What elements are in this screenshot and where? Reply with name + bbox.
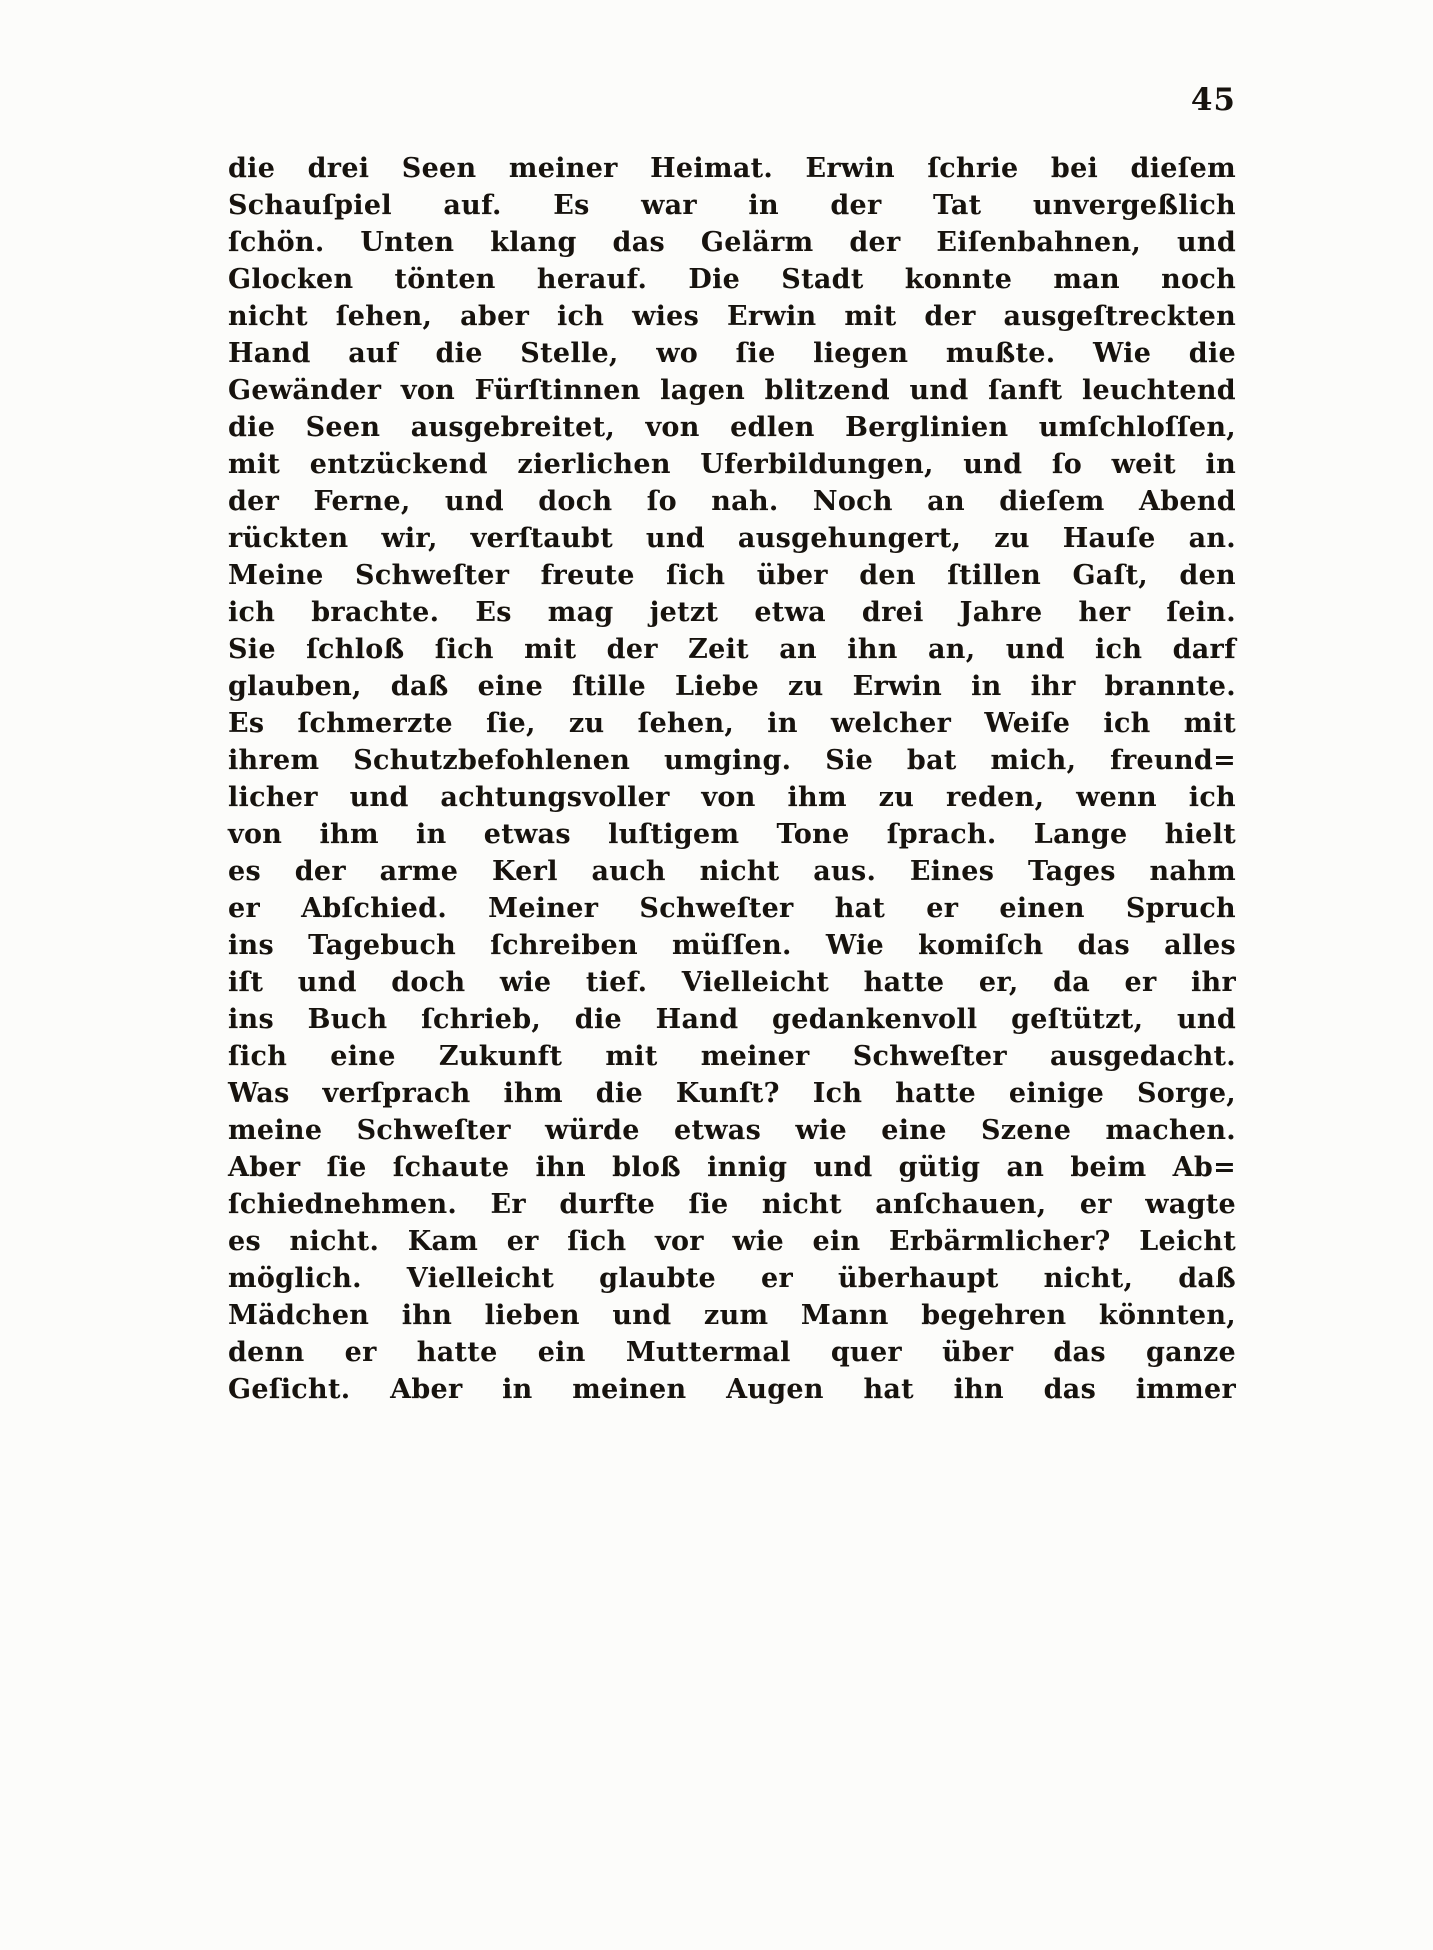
text-line: die Seen ausgebreitet, von edlen Berglinien umſchloſſen,	[228, 412, 1236, 443]
text-line: ſich eine Zukunft mit meiner Schweſter ausgedacht.	[228, 1041, 1236, 1072]
text-line: mit entzückend zierlichen Uferbildungen, und ſo weit in	[228, 449, 1236, 480]
text-line: ins Buch ſchrieb, die Hand gedankenvoll geſtützt, und	[228, 1004, 1236, 1035]
text-line: ich brachte. Es mag jetzt etwa drei Jahre her ſein.	[228, 597, 1236, 628]
text-line: ſchön. Unten klang das Gelärm der Eiſenbahnen, und	[228, 227, 1236, 258]
text-line: er Abſchied. Meiner Schweſter hat er einen Spruch	[228, 893, 1236, 924]
text-line: Mädchen ihn lieben und zum Mann begehren könnten,	[228, 1300, 1236, 1331]
text-line: meine Schweſter würde etwas wie eine Szene machen.	[228, 1115, 1236, 1146]
text-line: Hand auf die Stelle, wo ſie liegen mußte. Wie die	[228, 338, 1236, 369]
text-line: ſchiednehmen. Er durfte ſie nicht anſchauen, er wagte	[228, 1189, 1236, 1220]
text-line: Aber ſie ſchaute ihn bloß innig und gütig an beim Ab=	[228, 1152, 1236, 1183]
text-line: Glocken tönten herauf. Die Stadt konnte man noch	[228, 264, 1236, 295]
body-text-block	[228, 150, 1236, 1408]
text-line: ins Tagebuch ſchreiben müſſen. Wie komiſch das alles	[228, 930, 1236, 961]
text-line: es nicht. Kam er ſich vor wie ein Erbärmlicher? Leicht	[228, 1226, 1236, 1257]
text-line: der Ferne, und doch ſo nah. Noch an dieſem Abend	[228, 486, 1236, 517]
text-line: iſt und doch wie tief. Vielleicht hatte er, da er ihr	[228, 967, 1236, 998]
page-number: 45	[1190, 82, 1236, 118]
text-line: Sie ſchloß ſich mit der Zeit an ihn an, und ich darf	[228, 634, 1236, 665]
text-line: denn er hatte ein Muttermal quer über das ganze	[228, 1337, 1236, 1368]
text-line: Es ſchmerzte ſie, zu ſehen, in welcher Weiſe ich mit	[228, 708, 1236, 739]
text-line: die drei Seen meiner Heimat. Erwin ſchrie bei dieſem	[228, 153, 1236, 184]
text-line: es der arme Kerl auch nicht aus. Eines Tages nahm	[228, 856, 1236, 887]
text-line: rückten wir, verſtaubt und ausgehungert, zu Hauſe an.	[228, 523, 1236, 554]
text-line: ihrem Schutzbefohlenen umging. Sie bat mich, freund=	[228, 745, 1236, 776]
text-line: Was verſprach ihm die Kunſt? Ich hatte einige Sorge,	[228, 1078, 1236, 1109]
text-line: Gewänder von Fürſtinnen lagen blitzend und ſanft leuchtend	[228, 375, 1236, 406]
text-line: möglich. Vielleicht glaubte er überhaupt nicht, daß	[228, 1263, 1236, 1294]
text-line: glauben, daß eine ſtille Liebe zu Erwin in ihr brannte.	[228, 671, 1236, 702]
text-line: Schauſpiel auf. Es war in der Tat unvergeßlich	[228, 190, 1236, 221]
text-line: von ihm in etwas luſtigem Tone ſprach. Lange hielt	[228, 819, 1236, 850]
text-line: Geſicht. Aber in meinen Augen hat ihn das immer	[228, 1374, 1236, 1405]
text-line: Meine Schweſter freute ſich über den ſtillen Gaſt, den	[228, 560, 1236, 591]
text-line: licher und achtungsvoller von ihm zu reden, wenn ich	[228, 782, 1236, 813]
text-line: nicht ſehen, aber ich wies Erwin mit der ausgeſtreckten	[228, 301, 1236, 332]
